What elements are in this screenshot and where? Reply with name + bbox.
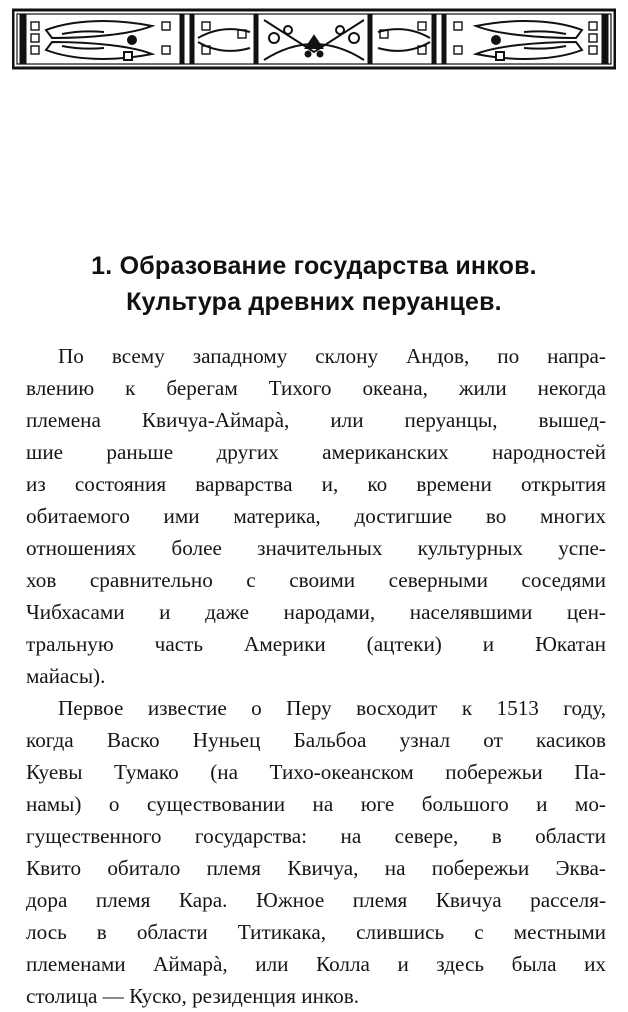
text-line: намы) о существовании на юге большого и мо- bbox=[26, 792, 606, 816]
heading-line-1: 1. Образование государства инков. bbox=[91, 252, 537, 280]
text-line: когда Васко Нуньец Бальбоа узнал от касиков bbox=[26, 728, 606, 752]
text-line: племенами Аймарà, или Колла и здесь была их bbox=[26, 952, 606, 976]
text-line: обитаемого ими материка, достигшие во многих bbox=[26, 504, 606, 528]
text-line: тральную часть Америки (ацтеки) и Юкатан bbox=[26, 632, 606, 656]
text-line: влению к берегам Тихого океана, жили некогда bbox=[26, 376, 606, 400]
text-line: из состояния варварства и, ко времени открытия bbox=[26, 472, 606, 496]
text-line: лось в области Титикака, слившись с местными bbox=[26, 920, 606, 944]
ornamental-header bbox=[12, 8, 616, 70]
text-line: столица — Куско, резиденция инков. bbox=[26, 984, 360, 1008]
text-line: майасы). bbox=[26, 664, 106, 688]
text-line: дора племя Кара. Южное племя Квичуа расселя- bbox=[26, 888, 606, 912]
chapter-heading bbox=[0, 248, 628, 320]
text-line: гущественного государства: на севере, в области bbox=[26, 824, 606, 848]
text-line: По всему западному склону Андов, по напра- bbox=[58, 344, 606, 368]
text-line: хов сравнительно с своими северными соседями bbox=[26, 568, 606, 592]
text-line: Чибхасами и даже народами, населявшими цен- bbox=[26, 600, 606, 624]
text-line: Квито обитало племя Квичуа, на побережьи Эква- bbox=[26, 856, 606, 880]
text-line: Первое известие о Перу восходит к 1513 году, bbox=[58, 696, 606, 720]
text-line: племена Квичуа-Аймарà, или перуанцы, вышед- bbox=[26, 408, 606, 432]
heading-line-2: Культура древних перуанцев. bbox=[126, 288, 502, 316]
text-line: Куевы Тумако (на Тихо-океанском побережьи Па- bbox=[26, 760, 606, 784]
text-line: отношениях более значительных культурных успе- bbox=[26, 536, 606, 560]
text-line: шие раньше других американских народностей bbox=[26, 440, 606, 464]
